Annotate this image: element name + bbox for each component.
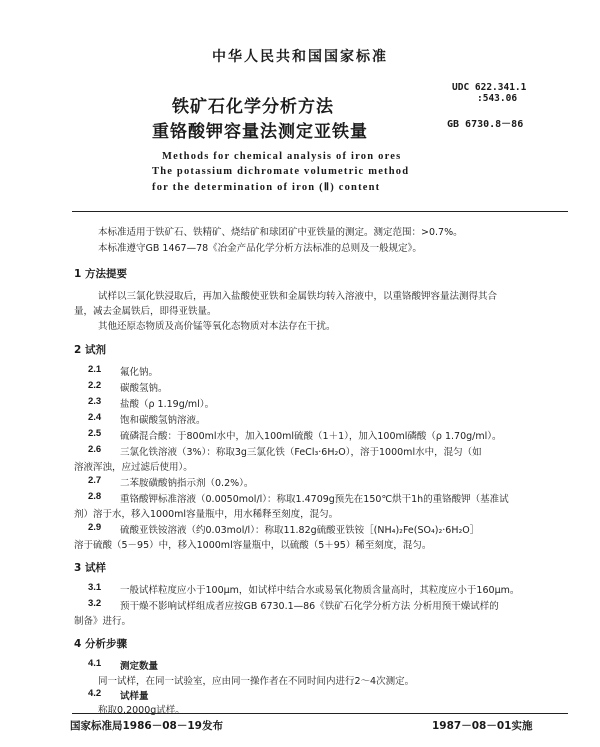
intro-scope: 本标准适用于铁矿石、铁精矿、烧结矿和球团矿中亚铁量的测定。测定范围：>0.7%。 <box>98 227 463 238</box>
reagent-text: 二苯胺磺酸钠指示剂（0.2%）。 <box>120 478 254 489</box>
reagent-text: 硫酸亚铁铵溶液（约0.03mol/l）：称取11.82g硫酸亚铁铵［(NH₄)₂Fe(SO₄)₂·6H₂O］ <box>120 525 480 536</box>
reagent-text: 饱和碳酸氢钠溶液。 <box>120 415 206 426</box>
item-number: 2.4 <box>88 412 102 423</box>
reagent-text: 重铬酸钾标准溶液（0.0050mol/l）：称取1.4709g预先在150℃烘干1h的重铬酸钾（基准试 <box>120 494 509 505</box>
item-number: 2.8 <box>88 491 102 502</box>
procedure-text: 称取0.2000g试样。 <box>98 705 185 716</box>
intro-compliance: 本标准遵守GB 1467—78《冶金产品化学分析方法标准的总则及一般规定》。 <box>98 243 422 254</box>
reagent-text: 三氯化铁溶液（3%）：称取3g三氯化铁（FeCl₃·6H₂O），溶于1000ml水中，混匀（如 <box>120 447 482 458</box>
header-divider <box>72 211 568 212</box>
item-number: 3.2 <box>88 598 102 609</box>
subsection-title: 测定数量 <box>120 661 159 672</box>
reagent-text: 氟化钠。 <box>120 367 159 378</box>
effective-date: 1987－08－01实施 <box>432 720 533 732</box>
item-number: 2.2 <box>88 380 102 391</box>
udc-code-cont: :543.06 <box>477 93 518 104</box>
section-4-heading: 4 分析步骤 <box>74 638 127 650</box>
section-3-heading: 3 试样 <box>74 562 106 574</box>
item-number: 2.9 <box>88 522 102 533</box>
item-number: 2.6 <box>88 444 102 455</box>
issuing-authority: 中华人民共和国国家标准 <box>212 49 388 65</box>
item-number: 2.3 <box>88 396 102 407</box>
sample-text: 一般试样粒度应小于100μm，如试样中结合水或易氧化物质含量高时，其粒度应小于160μm。 <box>120 585 520 596</box>
reagent-text-cont: 剂）溶于水，移入1000ml容量瓶中，用水稀释至刻度，混匀。 <box>74 509 339 520</box>
reagent-text: 碳酸氢钠。 <box>120 383 168 394</box>
reagent-text: 盐酸（ρ 1.19g/ml）。 <box>120 399 215 410</box>
item-number: 2.7 <box>88 475 102 486</box>
title-chinese-line2: 重铬酸钾容量法测定亚铁量 <box>152 122 368 142</box>
section-2-heading: 2 试剂 <box>74 344 106 356</box>
title-chinese-line1: 铁矿石化学分析方法 <box>172 97 334 117</box>
reagent-text-cont: 溶液浑浊，应过滤后使用）。 <box>74 462 193 473</box>
reagent-text-cont: 溶于硫酸（5－95）中，移入1000ml容量瓶中，以硫酸（5＋95）稀至刻度，混匀。 <box>74 540 432 551</box>
section-1-interference: 其他还原态物质及高价锰等氧化态物质对本法存在干扰。 <box>98 321 336 332</box>
procedure-text: 同一试样，在同一试验室，应由同一操作者在不同时间内进行2～4次测定。 <box>98 676 415 687</box>
issue-date: 国家标准局1986－08－19发布 <box>70 720 223 732</box>
section-1-principle: 试样以三氯化铁浸取后，再加入盐酸使亚铁和金属铁均转入溶液中，以重铬酸钾容量法测得其合 <box>98 291 498 302</box>
item-number: 3.1 <box>88 582 102 593</box>
footer-divider <box>72 713 568 714</box>
standard-number: GB 6730.8－86 <box>447 119 524 130</box>
item-number: 4.1 <box>88 658 102 669</box>
section-1-principle-cont: 量，减去金属铁后，即得亚铁量。 <box>74 306 217 317</box>
section-1-heading: 1 方法提要 <box>74 268 127 280</box>
title-english-line2: The potassium dichromate volumetric method <box>152 166 410 177</box>
udc-code: UDC 622.341.1 <box>452 82 527 93</box>
item-number: 2.1 <box>88 364 102 375</box>
title-english-line3: for the determination of iron (Ⅱ) content <box>152 182 381 193</box>
sample-text: 预干燥不影响试样组成者应按GB 6730.1—86《铁矿石化学分析方法 分析用预干燥试样的 <box>120 601 499 612</box>
sample-text-cont: 制备》进行。 <box>74 616 132 627</box>
reagent-text: 硫磷混合酸：于800ml水中，加入100ml硫酸（1＋1），加入100ml磷酸（ρ 1.70g/ml）。 <box>120 431 502 442</box>
subsection-title: 试样量 <box>120 691 149 702</box>
item-number: 4.2 <box>88 688 102 699</box>
item-number: 2.5 <box>88 428 102 439</box>
title-english-line1: Methods for chemical analysis of iron ores <box>162 151 402 162</box>
